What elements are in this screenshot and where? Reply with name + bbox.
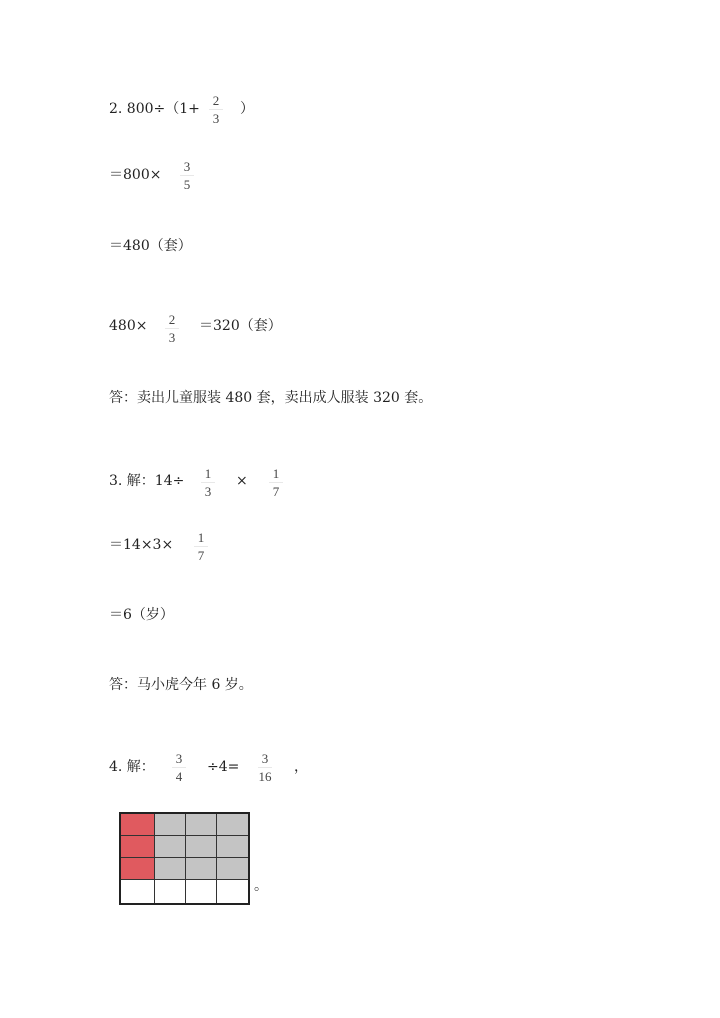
- s3-line3: ＝6（岁）: [109, 607, 174, 623]
- s3-line1-label: 3. 解：14÷: [109, 473, 185, 489]
- numerator: 3: [261, 751, 269, 766]
- s2-line3: ＝480（套）: [109, 238, 192, 254]
- grid-cell: [186, 858, 217, 880]
- fraction-bar: [209, 109, 223, 110]
- s3-line2-label: ＝14×3×: [109, 537, 174, 553]
- s2-line2-label: ＝800×: [109, 167, 162, 183]
- grid-cell: [121, 814, 155, 836]
- s2-line4-label: 480×: [109, 318, 148, 334]
- fraction-bar: [201, 482, 215, 483]
- s4-fraction-2: [254, 751, 276, 784]
- numerator: 1: [204, 466, 212, 481]
- numerator: 2: [168, 312, 176, 327]
- grid-cell: [121, 858, 155, 880]
- s4-period: 。: [254, 878, 268, 894]
- denominator: 3: [212, 111, 220, 126]
- s4-label: 4. 解：: [109, 759, 155, 775]
- fraction-bar: [172, 767, 186, 768]
- grid-cell: [155, 814, 186, 836]
- numerator: 3: [183, 159, 191, 174]
- grid-cell: [155, 880, 186, 903]
- s2-line1-label: 2. 800÷（1+: [109, 101, 200, 117]
- grid-cell: [155, 858, 186, 880]
- denominator: 5: [183, 177, 191, 192]
- numerator: 3: [175, 751, 183, 766]
- grid-cell: [186, 836, 217, 858]
- fraction-bar: [180, 175, 194, 176]
- s2-line4-result: ＝320（套）: [199, 318, 282, 334]
- grid-cell: [155, 836, 186, 858]
- fraction-bar: [165, 328, 179, 329]
- denominator: 3: [204, 484, 212, 499]
- numerator: 1: [197, 530, 205, 545]
- fraction-bar: [269, 482, 283, 483]
- fraction-bar: [194, 546, 208, 547]
- denominator: 3: [168, 330, 176, 345]
- grid-cell: [186, 880, 217, 903]
- grid-cell: [217, 814, 248, 836]
- numerator: 1: [272, 466, 280, 481]
- grid-cell: [217, 836, 248, 858]
- denominator: 7: [197, 548, 205, 563]
- s3-line1-fraction-2: [265, 466, 287, 499]
- s4-comma: ，: [294, 759, 308, 775]
- grid-cell: [121, 880, 155, 903]
- s3-answer: 答：马小虎今年 6 岁。: [109, 677, 253, 693]
- s2-line1-fraction: [205, 93, 227, 126]
- denominator: 4: [175, 769, 183, 784]
- grid-cell: [217, 858, 248, 880]
- s2-answer: 答：卖出儿童服装 480 套，卖出成人服装 320 套。: [109, 390, 433, 406]
- s4-fraction-1: [168, 751, 190, 784]
- grid-cell: [121, 836, 155, 858]
- s2-line4-fraction: [161, 312, 183, 345]
- s3-line1-fraction-1: [197, 466, 219, 499]
- denominator: 7: [272, 484, 280, 499]
- numerator: 2: [212, 93, 220, 108]
- s3-line2-fraction: [190, 530, 212, 563]
- denominator: 16: [258, 769, 272, 784]
- fraction-bar: [258, 767, 272, 768]
- grid-cell: [186, 814, 217, 836]
- s3-line1-times: ×: [236, 473, 248, 489]
- grid-cell: [217, 880, 248, 903]
- s2-line2-fraction: [176, 159, 198, 192]
- s2-line1-close: ）: [240, 101, 254, 117]
- fraction-grid: [119, 812, 250, 905]
- s4-operator: ÷4=: [207, 759, 240, 775]
